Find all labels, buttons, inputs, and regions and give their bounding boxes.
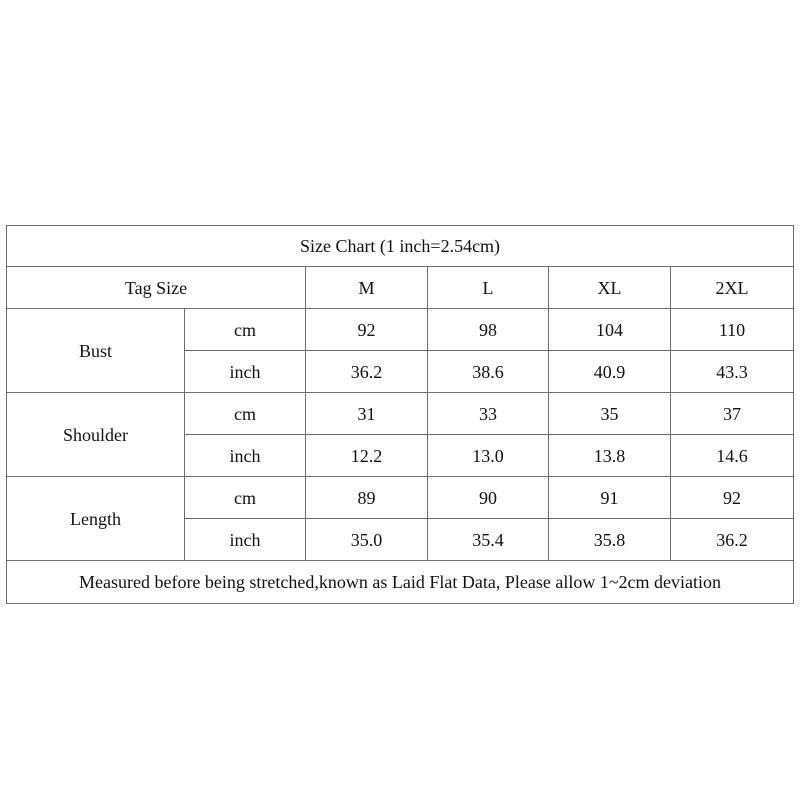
value-cell: 33 <box>428 393 549 435</box>
value-cell: 92 <box>306 309 428 351</box>
measurement-name-length: Length <box>7 477 185 561</box>
value-cell: 35.4 <box>428 519 549 561</box>
value-cell: 110 <box>671 309 794 351</box>
size-header-m: M <box>306 267 428 309</box>
value-cell: 13.0 <box>428 435 549 477</box>
size-header-2xl: 2XL <box>671 267 794 309</box>
value-cell: 37 <box>671 393 794 435</box>
table-row <box>7 309 794 351</box>
value-cell: 35.0 <box>306 519 428 561</box>
value-cell: 40.9 <box>549 351 671 393</box>
measurement-name-shoulder: Shoulder <box>7 393 185 477</box>
unit-label: inch <box>185 519 306 561</box>
value-cell: 91 <box>549 477 671 519</box>
value-cell: 13.8 <box>549 435 671 477</box>
value-cell: 92 <box>671 477 794 519</box>
size-chart-table <box>6 225 794 604</box>
value-cell: 104 <box>549 309 671 351</box>
unit-label: inch <box>185 351 306 393</box>
unit-label: inch <box>185 435 306 477</box>
size-header-l: L <box>428 267 549 309</box>
unit-label: cm <box>185 393 306 435</box>
header-row <box>7 267 794 309</box>
value-cell: 36.2 <box>671 519 794 561</box>
table-row <box>7 393 794 435</box>
unit-label: cm <box>185 309 306 351</box>
value-cell: 14.6 <box>671 435 794 477</box>
measurement-name-bust: Bust <box>7 309 185 393</box>
value-cell: 35.8 <box>549 519 671 561</box>
value-cell: 98 <box>428 309 549 351</box>
value-cell: 38.6 <box>428 351 549 393</box>
footer-note: Measured before being stretched,known as Laid Flat Data, Please allow 1~2cm deviation <box>7 561 794 604</box>
value-cell: 36.2 <box>306 351 428 393</box>
size-header-xl: XL <box>549 267 671 309</box>
title-row <box>7 226 794 267</box>
value-cell: 89 <box>306 477 428 519</box>
value-cell: 12.2 <box>306 435 428 477</box>
unit-label: cm <box>185 477 306 519</box>
tag-size-label: Tag Size <box>7 267 306 309</box>
table-row <box>7 477 794 519</box>
chart-title: Size Chart (1 inch=2.54cm) <box>7 226 794 267</box>
value-cell: 90 <box>428 477 549 519</box>
footer-row <box>7 561 794 604</box>
value-cell: 31 <box>306 393 428 435</box>
value-cell: 35 <box>549 393 671 435</box>
value-cell: 43.3 <box>671 351 794 393</box>
